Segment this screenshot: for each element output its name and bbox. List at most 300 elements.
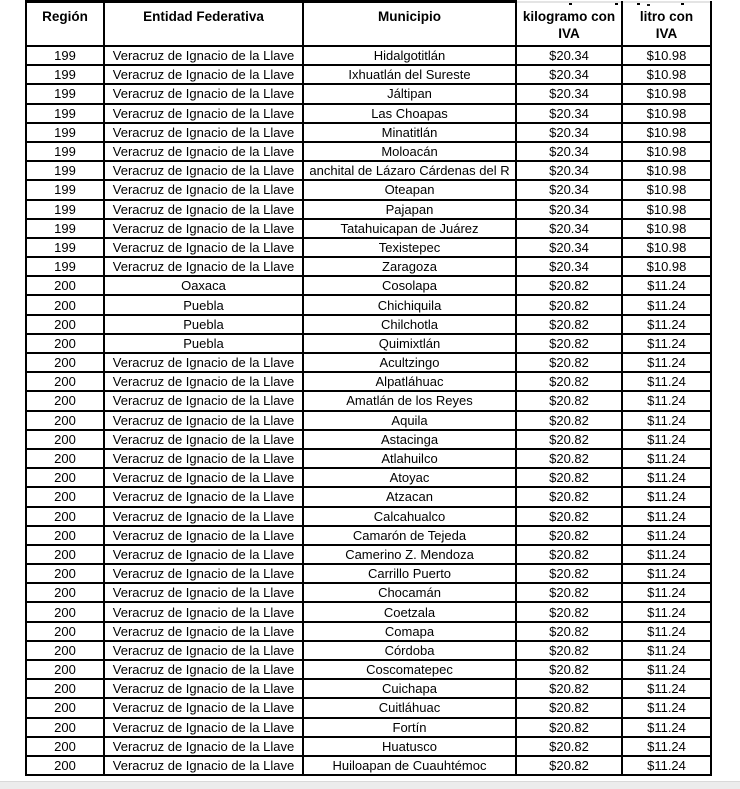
cell-entidad-federativa <box>104 295 303 314</box>
cell-entidad-federativa-text: Veracruz de Ignacio de la Llave <box>112 412 295 428</box>
cell-entidad-federativa <box>104 238 303 257</box>
cell-litro-price-text: $10.98 <box>646 105 687 121</box>
cell-municipio-text: Ixhuatlán del Sureste <box>348 67 471 83</box>
cell-litro-price-text: $11.24 <box>647 355 686 371</box>
cell-municipio-text: Cuichapa <box>382 681 437 697</box>
cell-litro-price <box>622 583 711 602</box>
cell-kg-price <box>516 104 622 123</box>
cell-region-text: 199 <box>54 220 76 236</box>
table-row <box>26 104 711 123</box>
cell-entidad-federativa <box>104 487 303 506</box>
cell-kg-price <box>516 622 622 641</box>
cell-region <box>26 219 104 238</box>
cell-municipio <box>303 315 516 334</box>
cell-litro-price-text: $11.24 <box>647 642 686 658</box>
cell-municipio-text: Moloacán <box>381 144 438 160</box>
cell-municipio <box>303 180 516 199</box>
cell-region <box>26 622 104 641</box>
cell-municipio-text: Comapa <box>384 623 435 639</box>
cell-region <box>26 526 104 545</box>
cell-litro-price-text: $11.24 <box>647 604 686 620</box>
cell-litro-price-text: $11.24 <box>647 278 686 294</box>
cell-entidad-federativa-text: Veracruz de Ignacio de la Llave <box>112 67 295 83</box>
cell-kg-price <box>516 276 622 295</box>
cell-kg-price-text: $20.82 <box>549 623 589 639</box>
cell-kg-price-text: $20.82 <box>549 278 589 294</box>
cell-municipio-text: Camarón de Tejeda <box>352 527 467 543</box>
table-row <box>26 583 711 602</box>
table-header <box>26 2 711 47</box>
cell-municipio-text: Coscomatepec <box>366 662 453 678</box>
cell-region-text: 200 <box>54 316 76 332</box>
cell-litro-price <box>622 622 711 641</box>
table-row <box>26 65 711 84</box>
cell-municipio <box>303 641 516 660</box>
cell-entidad-federativa <box>104 698 303 717</box>
cell-entidad-federativa-text: Veracruz de Ignacio de la Llave <box>112 144 295 160</box>
cell-municipio <box>303 545 516 564</box>
cell-kg-price <box>516 641 622 660</box>
cell-litro-price <box>622 660 711 679</box>
cell-municipio <box>303 583 516 602</box>
cell-entidad-federativa <box>104 142 303 161</box>
cell-region-text: 200 <box>54 527 76 543</box>
cell-litro-price <box>622 257 711 276</box>
table-row <box>26 257 711 276</box>
cell-kg-price-text: $20.82 <box>549 489 589 505</box>
cell-region <box>26 104 104 123</box>
cell-region <box>26 756 104 775</box>
cell-municipio <box>303 622 516 641</box>
cell-municipio <box>303 238 516 257</box>
price-table <box>25 0 712 776</box>
table-row <box>26 564 711 583</box>
cell-litro-price <box>622 315 711 334</box>
cell-litro-price <box>622 737 711 756</box>
cell-litro-price-text: $10.98 <box>646 86 687 102</box>
table-row <box>26 622 711 641</box>
cell-kg-price-text: $20.34 <box>549 105 589 121</box>
header-municipio-label: Municipio <box>378 9 441 24</box>
cell-kg-price-text: $20.82 <box>549 374 589 390</box>
cell-region <box>26 238 104 257</box>
cell-entidad-federativa <box>104 219 303 238</box>
cell-municipio-text: Atlahuilco <box>381 451 438 467</box>
cell-litro-price-text: $11.24 <box>647 393 686 409</box>
cell-municipio-text: Calcahualco <box>373 508 446 524</box>
cell-region-text: 200 <box>54 719 76 735</box>
cell-entidad-federativa-text: Veracruz de Ignacio de la Llave <box>112 566 295 582</box>
cell-entidad-federativa-text: Veracruz de Ignacio de la Llave <box>112 124 295 140</box>
cell-litro-price-text: $11.24 <box>647 585 686 601</box>
cell-kg-price <box>516 123 622 142</box>
cell-region <box>26 641 104 660</box>
cell-region-text: 200 <box>54 546 76 562</box>
cell-region <box>26 564 104 583</box>
cell-kg-price-text: $20.82 <box>549 758 589 774</box>
cell-litro-price-text: $11.24 <box>647 566 686 582</box>
cell-kg-price-text: $20.82 <box>549 604 589 620</box>
cell-municipio-text: Oteapan <box>384 182 435 198</box>
table-row <box>26 718 711 737</box>
cell-litro-price <box>622 698 711 717</box>
cell-kg-price-text: $20.34 <box>549 220 589 236</box>
cell-litro-price <box>622 200 711 219</box>
cell-kg-price-text: $20.82 <box>549 566 589 582</box>
cell-litro-price <box>622 679 711 698</box>
cell-region <box>26 84 104 103</box>
cell-municipio <box>303 65 516 84</box>
cell-litro-price-text: $11.24 <box>647 546 686 562</box>
cell-kg-price <box>516 180 622 199</box>
cell-kg-price <box>516 602 622 621</box>
cell-kg-price <box>516 65 622 84</box>
cell-litro-price <box>622 718 711 737</box>
cell-entidad-federativa-text: Oaxaca <box>181 278 226 294</box>
cell-municipio <box>303 200 516 219</box>
cell-litro-price <box>622 526 711 545</box>
table-row <box>26 756 711 775</box>
cell-kg-price <box>516 353 622 372</box>
cell-litro-price <box>622 641 711 660</box>
cell-entidad-federativa-text: Veracruz de Ignacio de la Llave <box>112 719 295 735</box>
table-row <box>26 737 711 756</box>
cell-litro-price-text: $11.24 <box>647 316 686 332</box>
cell-municipio <box>303 104 516 123</box>
cell-kg-price-text: $20.82 <box>549 642 589 658</box>
cell-entidad-federativa <box>104 46 303 65</box>
cell-entidad-federativa-text: Veracruz de Ignacio de la Llave <box>112 700 295 716</box>
cell-litro-price <box>622 449 711 468</box>
header-row <box>26 2 711 47</box>
cell-kg-price <box>516 698 622 717</box>
cell-entidad-federativa <box>104 507 303 526</box>
cell-municipio-text: Tatahuicapan de Juárez <box>340 220 479 236</box>
cell-municipio <box>303 526 516 545</box>
cell-litro-price-text: $11.24 <box>647 719 686 735</box>
cell-region <box>26 679 104 698</box>
cell-region-text: 200 <box>54 470 76 486</box>
table-row <box>26 468 711 487</box>
cell-entidad-federativa <box>104 622 303 641</box>
cell-litro-price-text: $11.24 <box>647 681 686 697</box>
cell-kg-price-text: $20.34 <box>549 201 589 217</box>
cell-kg-price-text: $20.82 <box>549 508 589 524</box>
cell-entidad-federativa-text: Veracruz de Ignacio de la Llave <box>112 470 295 486</box>
table-row <box>26 238 711 257</box>
cell-region <box>26 411 104 430</box>
cell-entidad-federativa-text: Veracruz de Ignacio de la Llave <box>112 508 295 524</box>
cell-kg-price <box>516 46 622 65</box>
cell-litro-price <box>622 507 711 526</box>
cell-litro-price-text: $11.24 <box>647 623 686 639</box>
cell-entidad-federativa-text: Veracruz de Ignacio de la Llave <box>112 431 295 447</box>
cell-kg-price-text: $20.82 <box>549 393 589 409</box>
cell-entidad-federativa-text: Veracruz de Ignacio de la Llave <box>112 623 295 639</box>
cell-entidad-federativa-text: Veracruz de Ignacio de la Llave <box>112 681 295 697</box>
cell-region-text: 199 <box>54 86 76 102</box>
cell-region <box>26 353 104 372</box>
cell-entidad-federativa-text: Veracruz de Ignacio de la Llave <box>112 48 295 64</box>
cell-kg-price-text: $20.82 <box>549 412 589 428</box>
cell-kg-price-text: $20.82 <box>549 470 589 486</box>
cell-entidad-federativa <box>104 180 303 199</box>
cell-kg-price-text: $20.34 <box>549 86 589 102</box>
cell-kg-price <box>516 583 622 602</box>
cell-region <box>26 161 104 180</box>
table-row <box>26 679 711 698</box>
cell-region-text: 200 <box>54 451 76 467</box>
cell-kg-price <box>516 238 622 257</box>
cell-entidad-federativa <box>104 353 303 372</box>
cell-entidad-federativa <box>104 718 303 737</box>
cell-region-text: 199 <box>54 201 76 217</box>
cell-region <box>26 602 104 621</box>
cell-entidad-federativa <box>104 65 303 84</box>
cell-litro-price-text: $10.98 <box>646 201 687 217</box>
cell-municipio-text: Chilchotla <box>380 316 439 332</box>
cell-municipio <box>303 679 516 698</box>
cell-region <box>26 718 104 737</box>
cell-municipio-text: anchital de Lázaro Cárdenas del R <box>309 163 510 179</box>
table-row <box>26 200 711 219</box>
table-row <box>26 46 711 65</box>
cell-entidad-federativa <box>104 756 303 775</box>
cell-litro-price-text: $11.24 <box>647 527 686 543</box>
cell-entidad-federativa <box>104 161 303 180</box>
cell-region-text: 199 <box>54 182 76 198</box>
cell-kg-price-text: $20.82 <box>549 297 589 313</box>
cell-entidad-federativa-text: Veracruz de Ignacio de la Llave <box>112 259 295 275</box>
cell-litro-price-text: $11.24 <box>647 508 686 524</box>
cell-municipio <box>303 718 516 737</box>
cell-kg-price-text: $20.82 <box>549 546 589 562</box>
cell-entidad-federativa <box>104 411 303 430</box>
table-row <box>26 526 711 545</box>
header-region <box>26 2 104 47</box>
cell-litro-price-text: $10.98 <box>646 239 687 255</box>
cell-municipio-text: Alpatláhuac <box>375 374 444 390</box>
cell-kg-price <box>516 257 622 276</box>
cell-entidad-federativa-text: Veracruz de Ignacio de la Llave <box>112 451 295 467</box>
cell-entidad-federativa-text: Veracruz de Ignacio de la Llave <box>112 642 295 658</box>
cell-entidad-federativa <box>104 737 303 756</box>
cell-litro-price <box>622 238 711 257</box>
table-row <box>26 84 711 103</box>
cell-litro-price <box>622 334 711 353</box>
cell-kg-price-text: $20.82 <box>549 585 589 601</box>
cell-entidad-federativa-text: Veracruz de Ignacio de la Llave <box>112 355 295 371</box>
cell-entidad-federativa-text: Veracruz de Ignacio de la Llave <box>112 527 295 543</box>
table-row <box>26 411 711 430</box>
cell-region <box>26 737 104 756</box>
cell-municipio <box>303 468 516 487</box>
cell-kg-price <box>516 142 622 161</box>
cell-municipio <box>303 46 516 65</box>
cell-region <box>26 660 104 679</box>
cell-municipio-text: Quimixtlán <box>378 335 441 351</box>
cell-litro-price-text: $11.24 <box>647 700 686 716</box>
cell-entidad-federativa <box>104 391 303 410</box>
cell-region <box>26 583 104 602</box>
cell-entidad-federativa <box>104 545 303 564</box>
cell-municipio <box>303 295 516 314</box>
cell-litro-price-text: $10.98 <box>646 124 687 140</box>
cell-litro-price <box>622 219 711 238</box>
cell-entidad-federativa-text: Veracruz de Ignacio de la Llave <box>112 738 295 754</box>
cell-kg-price <box>516 679 622 698</box>
cell-region-text: 200 <box>54 508 76 524</box>
header-entidad-federativa <box>104 2 303 47</box>
cell-litro-price <box>622 46 711 65</box>
cell-municipio-text: Atoyac <box>389 470 430 486</box>
cell-region-text: 200 <box>54 374 76 390</box>
table-row <box>26 276 711 295</box>
cell-litro-price-text: $11.24 <box>647 738 686 754</box>
table-row <box>26 334 711 353</box>
cell-kg-price <box>516 161 622 180</box>
cell-region <box>26 65 104 84</box>
cell-municipio <box>303 507 516 526</box>
cell-kg-price <box>516 391 622 410</box>
header-litro-line2: IVA <box>655 25 678 41</box>
cell-municipio-text: Carrillo Puerto <box>367 566 452 582</box>
table-row <box>26 602 711 621</box>
cell-entidad-federativa-text: Veracruz de Ignacio de la Llave <box>112 489 295 505</box>
cell-region-text: 200 <box>54 566 76 582</box>
cell-entidad-federativa-text: Veracruz de Ignacio de la Llave <box>112 546 295 562</box>
cell-kg-price-text: $20.34 <box>549 48 589 64</box>
cell-entidad-federativa-text: Veracruz de Ignacio de la Llave <box>112 585 295 601</box>
cell-municipio-text: Cuitláhuac <box>378 700 441 716</box>
cell-litro-price <box>622 104 711 123</box>
cell-entidad-federativa-text: Veracruz de Ignacio de la Llave <box>112 105 295 121</box>
cell-region <box>26 142 104 161</box>
cell-municipio <box>303 142 516 161</box>
cell-municipio-text: Amatlán de los Reyes <box>346 393 473 409</box>
cell-region-text: 200 <box>54 278 76 294</box>
header-entidad-label: Entidad Federativa <box>143 9 264 24</box>
cell-litro-price <box>622 123 711 142</box>
cell-region-text: 200 <box>54 738 76 754</box>
cell-kg-price-text: $20.34 <box>549 239 589 255</box>
cell-region-text: 199 <box>54 67 76 83</box>
cell-municipio <box>303 449 516 468</box>
clipped-text-remnant <box>569 3 572 5</box>
cell-entidad-federativa-text: Veracruz de Ignacio de la Llave <box>112 86 295 102</box>
cell-kg-price-text: $20.82 <box>549 527 589 543</box>
cell-litro-price-text: $10.98 <box>646 67 687 83</box>
cell-municipio-text: Cosolapa <box>382 278 437 294</box>
cell-litro-price-text: $11.24 <box>647 470 686 486</box>
cell-kg-price-text: $20.82 <box>549 431 589 447</box>
cell-litro-price <box>622 161 711 180</box>
cell-region-text: 200 <box>54 681 76 697</box>
cell-municipio-text: Atzacan <box>386 489 433 505</box>
cell-region <box>26 257 104 276</box>
cell-entidad-federativa-text: Veracruz de Ignacio de la Llave <box>112 182 295 198</box>
cell-litro-price-text: $10.98 <box>646 182 687 198</box>
cell-litro-price <box>622 411 711 430</box>
cell-region-text: 199 <box>54 259 76 275</box>
cell-municipio <box>303 391 516 410</box>
cell-region <box>26 180 104 199</box>
cell-region <box>26 315 104 334</box>
cell-region <box>26 334 104 353</box>
cell-entidad-federativa <box>104 315 303 334</box>
cell-municipio <box>303 737 516 756</box>
cell-municipio-text: Astacinga <box>380 431 439 447</box>
cell-kg-price-text: $20.34 <box>549 67 589 83</box>
cell-entidad-federativa-text: Veracruz de Ignacio de la Llave <box>112 662 295 678</box>
cell-region <box>26 295 104 314</box>
cell-kg-price <box>516 200 622 219</box>
cell-region <box>26 200 104 219</box>
header-kg-line2: IVA <box>558 25 580 41</box>
table-row <box>26 295 711 314</box>
cell-kg-price <box>516 334 622 353</box>
cell-region <box>26 46 104 65</box>
cell-litro-price-text: $11.24 <box>647 297 686 313</box>
cell-kg-price <box>516 564 622 583</box>
cell-municipio <box>303 334 516 353</box>
cell-litro-price-text: $11.24 <box>647 412 686 428</box>
cell-kg-price-text: $20.82 <box>549 681 589 697</box>
cell-entidad-federativa <box>104 334 303 353</box>
cell-entidad-federativa-text: Puebla <box>183 316 224 332</box>
cell-region-text: 200 <box>54 297 76 313</box>
cell-kg-price-text: $20.34 <box>549 259 589 275</box>
cell-municipio-text: Huiloapan de Cuauhtémoc <box>332 758 487 774</box>
cell-kg-price-text: $20.82 <box>549 316 589 332</box>
cell-municipio-text: Córdoba <box>384 642 435 658</box>
table-row <box>26 353 711 372</box>
cell-litro-price <box>622 142 711 161</box>
cell-entidad-federativa <box>104 468 303 487</box>
cell-entidad-federativa-text: Veracruz de Ignacio de la Llave <box>112 220 295 236</box>
cell-kg-price <box>516 219 622 238</box>
cell-litro-price <box>622 84 711 103</box>
cell-region <box>26 507 104 526</box>
cell-litro-price-text: $11.24 <box>647 335 686 351</box>
cell-litro-price <box>622 353 711 372</box>
table-row <box>26 430 711 449</box>
cell-region-text: 200 <box>54 393 76 409</box>
cell-region-text: 200 <box>54 412 76 428</box>
cell-litro-price-text: $11.24 <box>647 489 686 505</box>
cell-municipio-text: Fortín <box>392 719 427 735</box>
cell-region <box>26 468 104 487</box>
cell-region-text: 200 <box>54 431 76 447</box>
cell-municipio <box>303 161 516 180</box>
cell-entidad-federativa-text: Veracruz de Ignacio de la Llave <box>112 201 295 217</box>
cell-kg-price-text: $20.34 <box>549 124 589 140</box>
cell-entidad-federativa-text: Veracruz de Ignacio de la Llave <box>112 374 295 390</box>
cell-region-text: 199 <box>54 144 76 160</box>
table-row <box>26 161 711 180</box>
cell-region-text: 199 <box>54 124 76 140</box>
cell-municipio-text: Camerino Z. Mendoza <box>345 546 474 562</box>
cell-litro-price-text: $11.24 <box>647 374 686 390</box>
cell-municipio <box>303 698 516 717</box>
cell-municipio <box>303 372 516 391</box>
table-row <box>26 698 711 717</box>
cell-kg-price-text: $20.82 <box>549 451 589 467</box>
cell-region-text: 200 <box>54 662 76 678</box>
table-row <box>26 123 711 142</box>
cell-litro-price <box>622 756 711 775</box>
cell-kg-price <box>516 468 622 487</box>
